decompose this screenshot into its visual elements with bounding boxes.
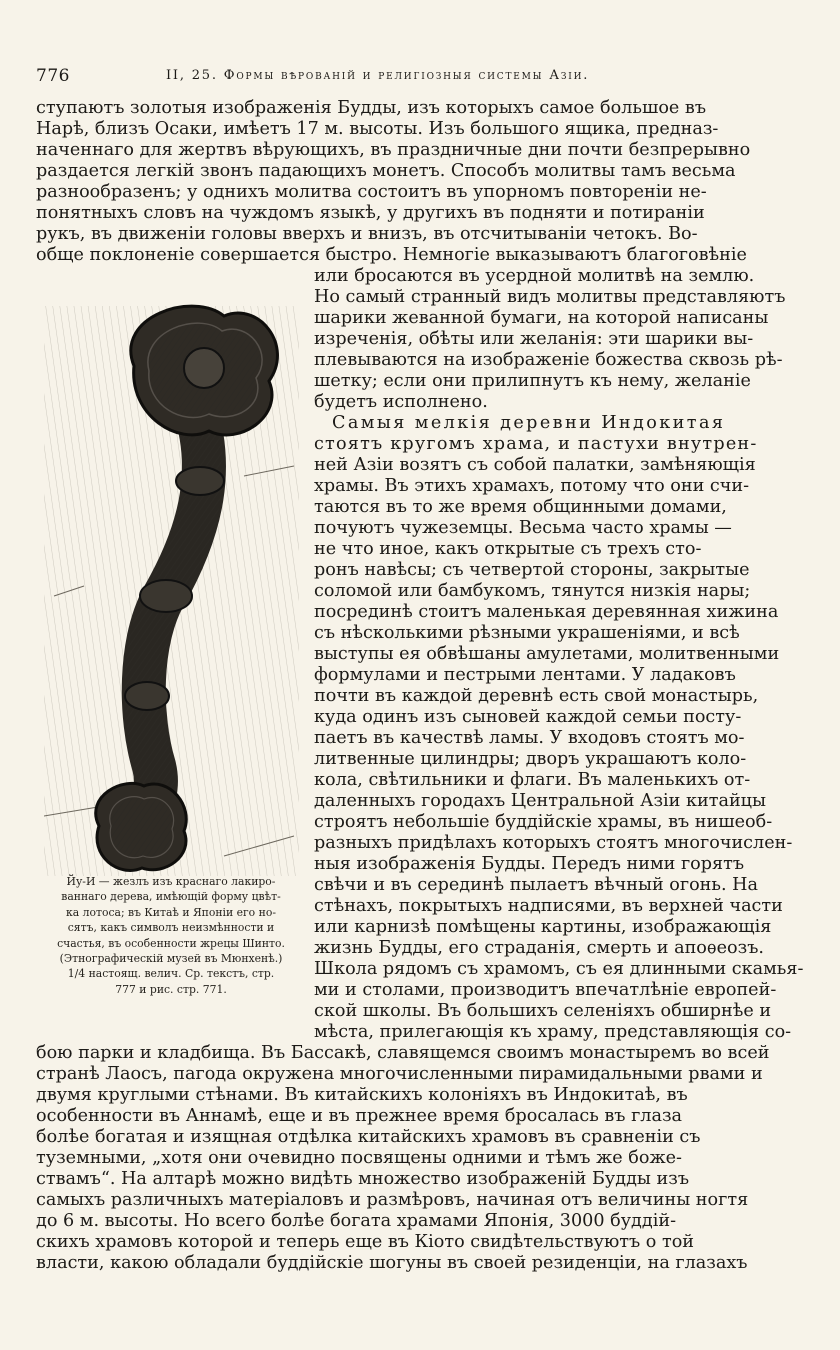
body-line: соломой или бамбукомъ, тянутся низкія нары; — [314, 581, 751, 601]
caption-line: Йу-И — жезлъ изъ краснаго лакиро- — [66, 875, 276, 888]
body-line: ступаютъ золотыя изображенія Будды, изъ которыхъ самое большое въ — [36, 98, 707, 118]
body-line: паетъ въ качествѣ ламы. У входовъ стоятъ мо- — [314, 728, 745, 748]
body-line: формулами и пестрыми лентами. У ладаковъ — [314, 665, 736, 685]
body-line: до 6 м. высоты. Но всего болѣе богата храмами Японія, 3000 буддій- — [36, 1211, 677, 1231]
body-line: изреченія, обѣты или желанія: эти шарики вы- — [314, 329, 754, 349]
body-line: бою парки и кладбища. Въ Бассакѣ, славящемся своимъ монастыремъ во всей — [36, 1043, 770, 1063]
body-line: раздается легкій звонъ падающихъ монетъ. Способъ молитвы тамъ весьма — [36, 161, 736, 181]
body-line: ской школы. Въ большихъ селеніяхъ обширнѣе и — [314, 1001, 772, 1021]
body-line: ней Азіи возятъ съ собой палатки, замѣняющія — [314, 455, 756, 475]
body-line: ныя изображенія Будды. Передъ ними горятъ — [314, 854, 745, 874]
body-line: посрединѣ стоитъ маленькая деревянная хижина — [314, 602, 779, 622]
body-line: мѣста, прилегающія къ храму, представляющія со- — [314, 1022, 792, 1042]
body-line: особенности въ Аннамѣ, еще и въ прежнее время бросалась въ глаза — [36, 1106, 683, 1126]
body-line: странѣ Лаосъ, пагода окружена многочисленными пирамидальными рвами и — [36, 1064, 763, 1084]
body-line: Школа рядомъ съ храмомъ, съ ея длинными скамья- — [314, 959, 804, 979]
body-line: ми и столами, производитъ впечатлѣніе европей- — [314, 980, 777, 1000]
body-line: стоятъ кругомъ храма, и пастухи внутрен- — [314, 434, 758, 454]
body-line: литвенные цилиндры; дворъ украшаютъ коло- — [314, 749, 747, 769]
body-line: Самыя мелкія деревни Индокитая — [332, 413, 726, 433]
scepter-illustration — [44, 296, 299, 878]
body-line: скихъ храмовъ которой и теперь еще въ Кіото свидѣтельствуютъ о той — [36, 1232, 695, 1252]
body-line: даленныхъ городахъ Центральной Азіи китайцы — [314, 791, 766, 811]
body-line: ствамъ“. На алтарѣ можно видѣть множество изображеній Будды изъ — [36, 1169, 690, 1189]
caption-line: ка лотоса; въ Китаѣ и Японіи его но- — [66, 905, 276, 919]
caption-line: сятъ, какъ символъ неизмѣнности и — [67, 921, 275, 935]
running-head: II, 25. Формы вѣрованій и религіозныя системы Азіи. — [166, 68, 590, 83]
body-line: разныхъ придѣлахъ которыхъ стоятъ многочислен- — [314, 833, 793, 853]
body-line: куда одинъ изъ сыновей каждой семьи посту- — [314, 707, 742, 727]
caption-line: (Этнографическій музей въ Мюнхенѣ.) — [59, 952, 283, 966]
body-line: храмы. Въ этихъ храмахъ, потому что они счи- — [314, 476, 750, 496]
body-line: туземными, „хотя они очевидно посвящены одними и тѣмъ же боже- — [36, 1148, 683, 1168]
body-line: выступы ея обвѣшаны амулетами, молитвенными — [314, 644, 780, 664]
body-line: двумя круглыми стѣнами. Въ китайскихъ колоніяхъ въ Индокитаѣ, въ — [36, 1085, 688, 1105]
body-line: свѣчи и въ серединѣ пылаетъ вѣчный огонь. На — [314, 875, 759, 895]
page-header — [36, 66, 806, 88]
body-line: жизнь Будды, его страданія, смерть и апоѳеозъ. — [314, 938, 764, 958]
body-line: съ нѣсколькими рѣзными украшеніями, и всѣ — [314, 623, 740, 643]
body-line: или карнизѣ помѣщены картины, изображающія — [314, 917, 772, 937]
body-line: самыхъ различныхъ матеріаловъ и размѣровъ, начиная отъ величины ногтя — [36, 1190, 749, 1210]
body-line: наченнаго для жертвъ вѣрующихъ, въ праздничные дни почти безпрерывно — [36, 140, 751, 160]
body-line: шарики жеванной бумаги, на которой написаны — [314, 308, 769, 328]
page-number: 776 — [36, 66, 70, 86]
body-line: обще поклоненіе совершается быстро. Немногіе выказываютъ благоговѣніе — [36, 245, 747, 265]
caption-line: счастья, въ особенности жрецы Шинто. — [57, 936, 285, 950]
figure-caption — [36, 874, 306, 997]
body-line: власти, какою обладали буддійскіе шогуны въ своей резиденціи, на глазахъ — [36, 1253, 748, 1273]
body-line: таются въ то же время общинными домами, — [314, 497, 727, 517]
body-line: болѣе богатая и изящная отдѣлка китайскихъ храмовъ въ сравненіи съ — [36, 1127, 701, 1147]
body-line: или бросаются въ усердной молитвѣ на землю. — [314, 266, 755, 286]
body-line: понятныхъ словъ на чуждомъ языкѣ, у другихъ въ подняти и потираніи — [36, 203, 705, 223]
body-line: будетъ исполнено. — [314, 392, 488, 412]
caption-line: ваннаго дерева, имѣющій форму цвѣт- — [61, 890, 281, 904]
body-line: шетку; если они прилипнутъ къ нему, желаніе — [314, 371, 751, 391]
body-line: Нарѣ, близъ Осаки, имѣетъ 17 м. высоты. Изъ большого ящика, предназ- — [36, 119, 719, 139]
body-line: не что иное, какъ открытые съ трехъ сто- — [314, 539, 702, 559]
body-line: кола, свѣтильники и флаги. Въ маленькихъ от- — [314, 770, 751, 790]
body-line: плевываются на изображеніе божества сквозь рѣ- — [314, 350, 783, 370]
body-line: рукъ, въ движеніи головы вверхъ и внизъ, въ отсчитываніи четокъ. Во- — [36, 224, 698, 244]
caption-line: 1/4 настоящ. велич. Ср. текстъ, стр. — [67, 967, 275, 981]
body-line: Но самый странный видъ молитвы представляютъ — [314, 287, 786, 307]
body-line: строятъ небольшіе буддійскіе храмы, въ нишеоб- — [314, 812, 773, 832]
body-line: почуютъ чужеземцы. Весьма часто храмы — — [314, 518, 732, 538]
caption-line: 777 и рис. стр. 771. — [115, 982, 227, 996]
body-line: ронъ навѣсы; съ четвертой стороны, закрытые — [314, 560, 750, 580]
body-line: разнообразенъ; у однихъ молитва состоитъ въ упорномъ повтореніи не- — [36, 182, 707, 202]
body-line: стѣнахъ, покрытыхъ надписями, въ верхней части — [314, 896, 783, 916]
ruyi-scepter-drawing — [44, 296, 299, 878]
body-line: почти въ каждой деревнѣ есть свой монастырь, — [314, 686, 759, 706]
